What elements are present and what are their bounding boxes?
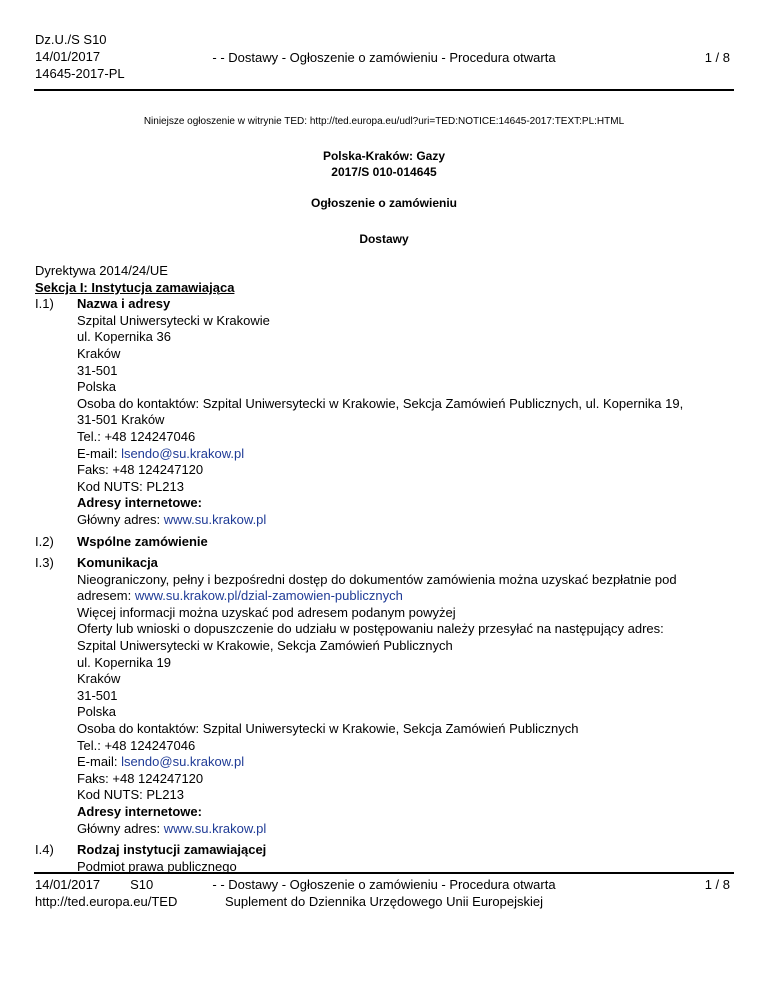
footer-supplement: Suplement do Dziennika Urzędowego Unii Europejskiej bbox=[225, 894, 543, 909]
document-body bbox=[35, 263, 735, 875]
header-title: - - Dostawy - Ogłoszenie o zamówieniu - Procedura otwarta bbox=[212, 50, 556, 65]
email-label: E-mail: bbox=[77, 445, 122, 461]
phone: Tel.: +48 124247046 bbox=[77, 428, 196, 444]
access-line bbox=[77, 588, 735, 605]
main-address-line bbox=[77, 821, 735, 838]
org-name: Szpital Uniwersytecki w Krakowie bbox=[77, 312, 270, 328]
country: Polska bbox=[77, 704, 117, 720]
main-address-link[interactable]: www.su.krakow.pl bbox=[163, 511, 267, 527]
email-line bbox=[77, 446, 735, 463]
postal-code: 31-501 bbox=[77, 687, 118, 703]
section-number: I.4) bbox=[35, 842, 54, 858]
header-page: 1 / 8 bbox=[704, 50, 730, 65]
header-divider bbox=[34, 89, 734, 91]
web-addresses-heading: Adresy internetowe: bbox=[77, 495, 202, 511]
footer-date: 14/01/2017 bbox=[35, 877, 101, 892]
phone: Tel.: +48 124247046 bbox=[77, 737, 196, 753]
main-address-line bbox=[77, 512, 735, 529]
email-link[interactable]: lsendo@su.krakow.pl bbox=[121, 445, 245, 461]
fax: Faks: +48 124247120 bbox=[77, 462, 204, 478]
street: ul. Kopernika 36 bbox=[77, 329, 171, 345]
directive: Dyrektywa 2014/24/UE bbox=[35, 263, 168, 278]
section-heading: Komunikacja bbox=[77, 555, 158, 571]
access-text: Nieograniczony, pełny i bezpośredni dostęp do dokumentów zamówienia można uzyskać bezpłatnie pod bbox=[77, 571, 677, 587]
footer-title: - - Dostawy - Ogłoszenie o zamówieniu - Procedura otwarta bbox=[212, 877, 556, 892]
section-number: I.2) bbox=[35, 533, 54, 549]
footer-series: S10 bbox=[130, 877, 154, 892]
offers-text: Oferty lub wnioski o dopuszczenie do udziału w postępowaniu należy przesyłać na następujący adres: bbox=[77, 621, 664, 637]
main-address-label: Główny adres: bbox=[77, 511, 164, 527]
ted-notice-link: Niniejsze ogłoszenie w witrynie TED: http://ted.europa.eu/udl?uri=TED:NOTICE:14645-2017:TEXT:PL:HTML bbox=[143, 116, 625, 127]
section-heading: Wspólne zamówienie bbox=[77, 533, 208, 549]
footer-page: 1 / 8 bbox=[704, 877, 730, 892]
footer-url: http://ted.europa.eu/TED bbox=[35, 894, 178, 909]
contact-person: Osoba do kontaktów: Szpital Uniwersytecki w Krakowie, Sekcja Zamówień Publicznych, ul. Kopernika 19, bbox=[77, 395, 684, 411]
contact-person: Osoba do kontaktów: Szpital Uniwersytecki w Krakowie, Sekcja Zamówień Publicznych bbox=[77, 721, 579, 737]
doc-number: 2017/S 010-014645 bbox=[331, 165, 437, 179]
main-address-link[interactable]: www.su.krakow.pl bbox=[163, 820, 267, 836]
footer-divider bbox=[34, 872, 734, 874]
fax: Faks: +48 124247120 bbox=[77, 770, 204, 786]
web-addresses-heading: Adresy internetowe: bbox=[77, 804, 202, 819]
nuts-code: Kod NUTS: PL213 bbox=[77, 787, 184, 803]
city: Kraków bbox=[77, 671, 121, 687]
email-link[interactable]: lsendo@su.krakow.pl bbox=[121, 754, 245, 770]
section-i3 bbox=[35, 555, 735, 837]
oj-reference: Dz.U./S S10 bbox=[35, 32, 107, 47]
doc-category: Dostawy bbox=[359, 232, 409, 246]
doc-place: Polska-Kraków: Gazy bbox=[322, 149, 446, 163]
section-title: Sekcja I: Instytucja zamawiająca bbox=[35, 279, 235, 295]
city: Kraków bbox=[77, 345, 121, 361]
country: Polska bbox=[77, 379, 117, 395]
section-number: I.3) bbox=[35, 555, 54, 571]
more-info: Więcej informacji można uzyskać pod adresem podanym powyżej bbox=[77, 604, 456, 620]
doc-type: Ogłoszenie o zamówieniu bbox=[310, 196, 458, 210]
section-heading: Rodzaj instytucji zamawiającej bbox=[77, 842, 267, 858]
nuts-code: Kod NUTS: PL213 bbox=[77, 478, 184, 494]
access-link[interactable]: www.su.krakow.pl/dzial-zamowien-publicznych bbox=[134, 588, 403, 604]
section-i2 bbox=[35, 534, 735, 551]
section-i4 bbox=[35, 842, 735, 875]
email-line bbox=[77, 754, 735, 771]
street: ul. Kopernika 19 bbox=[77, 654, 171, 670]
email-label: E-mail: bbox=[77, 754, 122, 770]
main-address-label: Główny adres: bbox=[77, 820, 164, 836]
org-name: Szpital Uniwersytecki w Krakowie, Sekcja Zamówień Publicznych bbox=[77, 638, 453, 654]
access-label: adresem: bbox=[77, 588, 135, 604]
section-i1 bbox=[35, 296, 735, 528]
section-heading: Nazwa i adresy bbox=[77, 296, 171, 312]
notice-id: 14645-2017-PL bbox=[35, 66, 125, 81]
contact-person-cont: 31-501 Kraków bbox=[77, 412, 165, 428]
postal-code: 31-501 bbox=[77, 362, 118, 378]
publication-date: 14/01/2017 bbox=[35, 49, 101, 64]
footer-center bbox=[0, 876, 768, 910]
authority-type: Podmiot prawa publicznego bbox=[77, 858, 237, 874]
section-number: I.1) bbox=[35, 296, 54, 312]
